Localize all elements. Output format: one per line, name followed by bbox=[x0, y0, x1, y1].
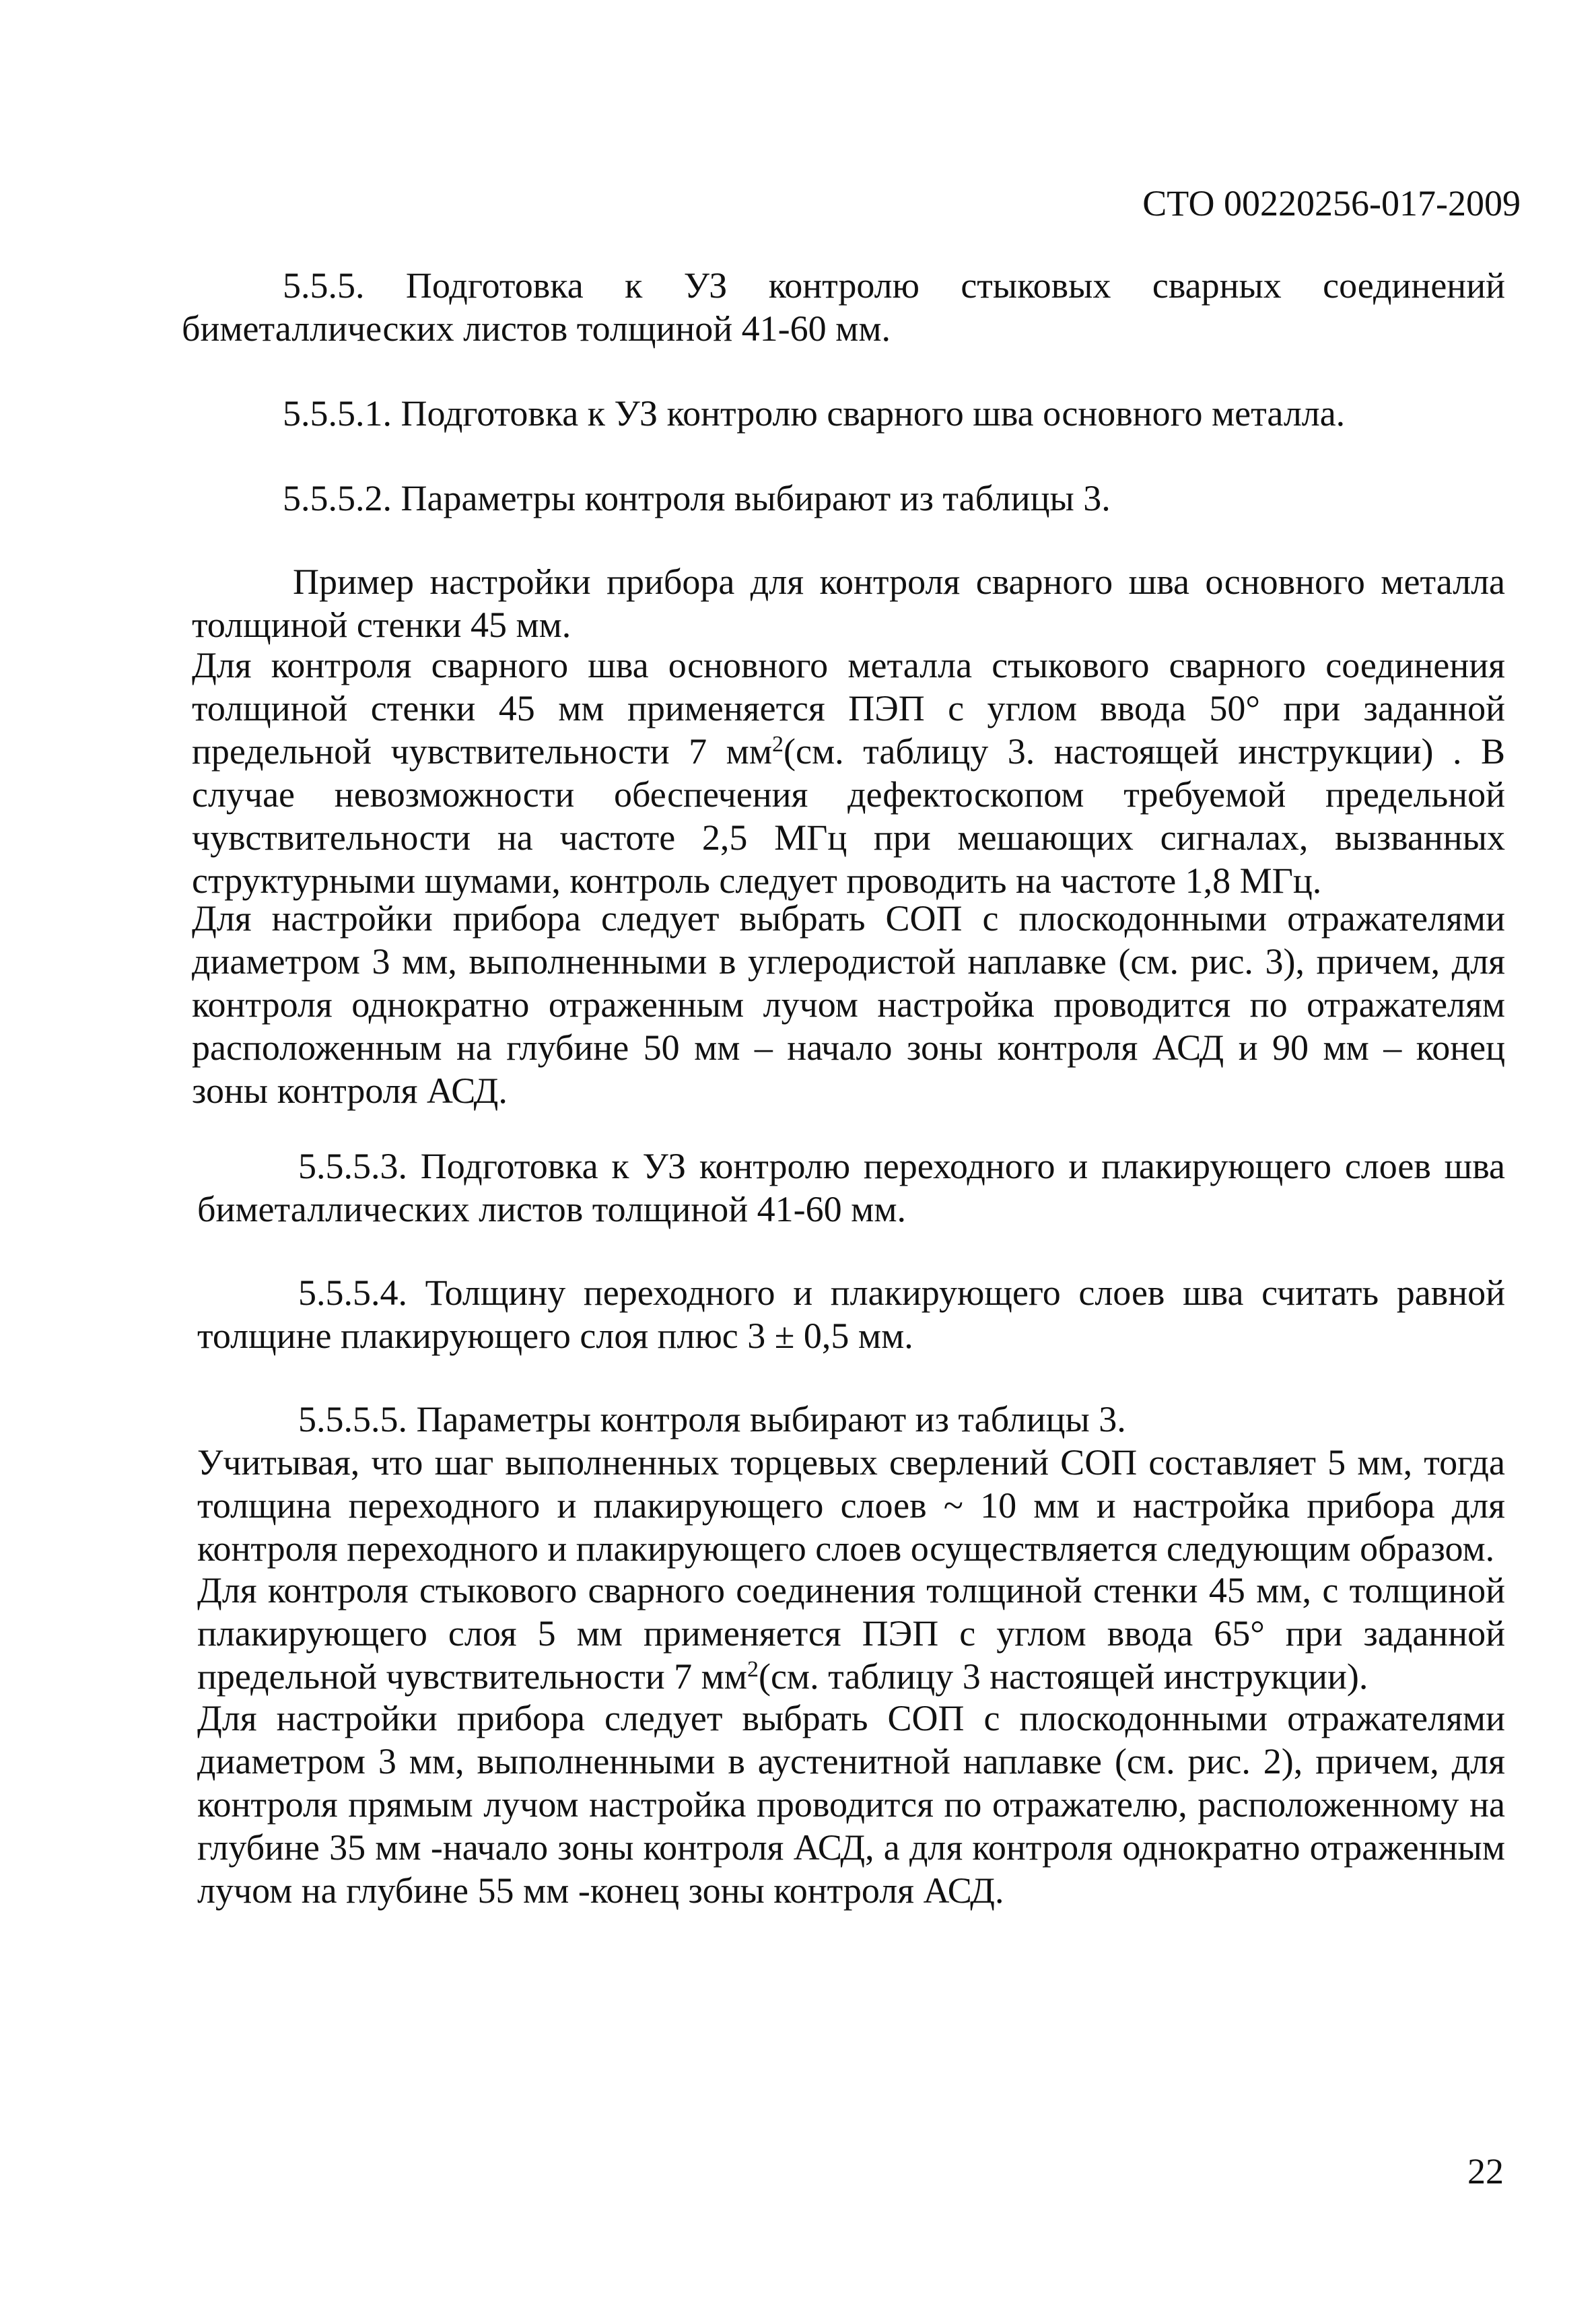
control-cladding-text-a: Для контроля стыкового сварного соединения толщиной стенки 45 мм, с толщиной плакирующего слоя 5 мм применяется ПЭП с углом ввода 65° при заданной предельной чувствительности 7 мм bbox=[197, 1570, 1505, 1697]
control-cladding-paragraph bbox=[197, 1569, 1505, 1698]
control-main-metal-text-a: Для контроля сварного шва основного металла стыкового сварного соединения толщиной стенки 45 мм применяется ПЭП с углом ввода 50° при заданной предельной чувствительности 7 мм bbox=[192, 645, 1505, 772]
page-number: 22 bbox=[1467, 2151, 1504, 2192]
section-5-5-5-2: 5.5.5.2. Параметры контроля выбирают из таблицы 3. bbox=[283, 478, 1111, 518]
control-main-metal-text-b: (см. таблицу 3. настоящей инструкции) . В случае невозможности обеспечения дефектоскопом требуемой предельной чувствительности на частоте 2,5 МГц при мешающих сигналах, вызванных структурными шумами, контроль следует проводить на частоте 1,8 МГц. bbox=[192, 731, 1505, 901]
section-5-5-5-5: 5.5.5.5. Параметры контроля выбирают из таблицы 3. bbox=[298, 1399, 1126, 1439]
control-main-metal-paragraph bbox=[192, 644, 1505, 902]
document-code: СТО 00220256-017-2009 bbox=[1142, 183, 1521, 224]
setup-carbon-paragraph: Для настройки прибора следует выбрать СОП с плоскодонными отражателями диаметром 3 мм, выполненными в углеродистой наплавке (см. рис. 3), причем, для контроля однократно отраженным лучом настройка проводится по отражателям расположенным на глубине 50 мм – начало зоны контроля АСД и 90 мм – конец зоны контроля АСД. bbox=[192, 898, 1505, 1111]
section-5-5-5-1: 5.5.5.1. Подготовка к УЗ контролю сварного шва основного металла. bbox=[283, 393, 1346, 434]
drilling-step-paragraph: Учитывая, что шаг выполненных торцевых сверлений СОП составляет 5 мм, тогда толщина переходного и плакирующего слоев ~ 10 мм и настройка прибора для контроля переходного и плакирующего слоев осуществляется следующим образом. bbox=[197, 1442, 1505, 1569]
section-5-5-5: 5.5.5. Подготовка к УЗ контролю стыковых сварных соединений биметаллических листов толщиной 41-60 мм. bbox=[182, 265, 1505, 349]
superscript-2: 2 bbox=[772, 732, 784, 757]
section-5-5-5-4: 5.5.5.4. Толщину переходного и плакирующего слоев шва считать равной толщине плакирующего слоя плюс 3 ± 0,5 мм. bbox=[197, 1272, 1505, 1356]
section-5-5-5-3: 5.5.5.3. Подготовка к УЗ контролю переходного и плакирующего слоев шва биметаллических листов толщиной 41-60 мм. bbox=[197, 1146, 1505, 1229]
superscript-2-second: 2 bbox=[747, 1657, 759, 1682]
example-paragraph: Пример настройки прибора для контроля сварного шва основного металла толщиной стенки 45 мм. bbox=[192, 562, 1505, 645]
setup-austenitic-paragraph: Для настройки прибора следует выбрать СОП с плоскодонными отражателями диаметром 3 мм, выполненными в аустенитной наплавке (см. рис. 2), причем, для контроля прямым лучом настройка проводится по отражателю, расположенному на глубине 35 мм -начало зоны контроля АСД, а для контроля однократно отраженным лучом на глубине 55 мм -конец зоны контроля АСД. bbox=[197, 1698, 1505, 1911]
control-cladding-text-b: (см. таблицу 3 настоящей инструкции). bbox=[758, 1656, 1368, 1697]
